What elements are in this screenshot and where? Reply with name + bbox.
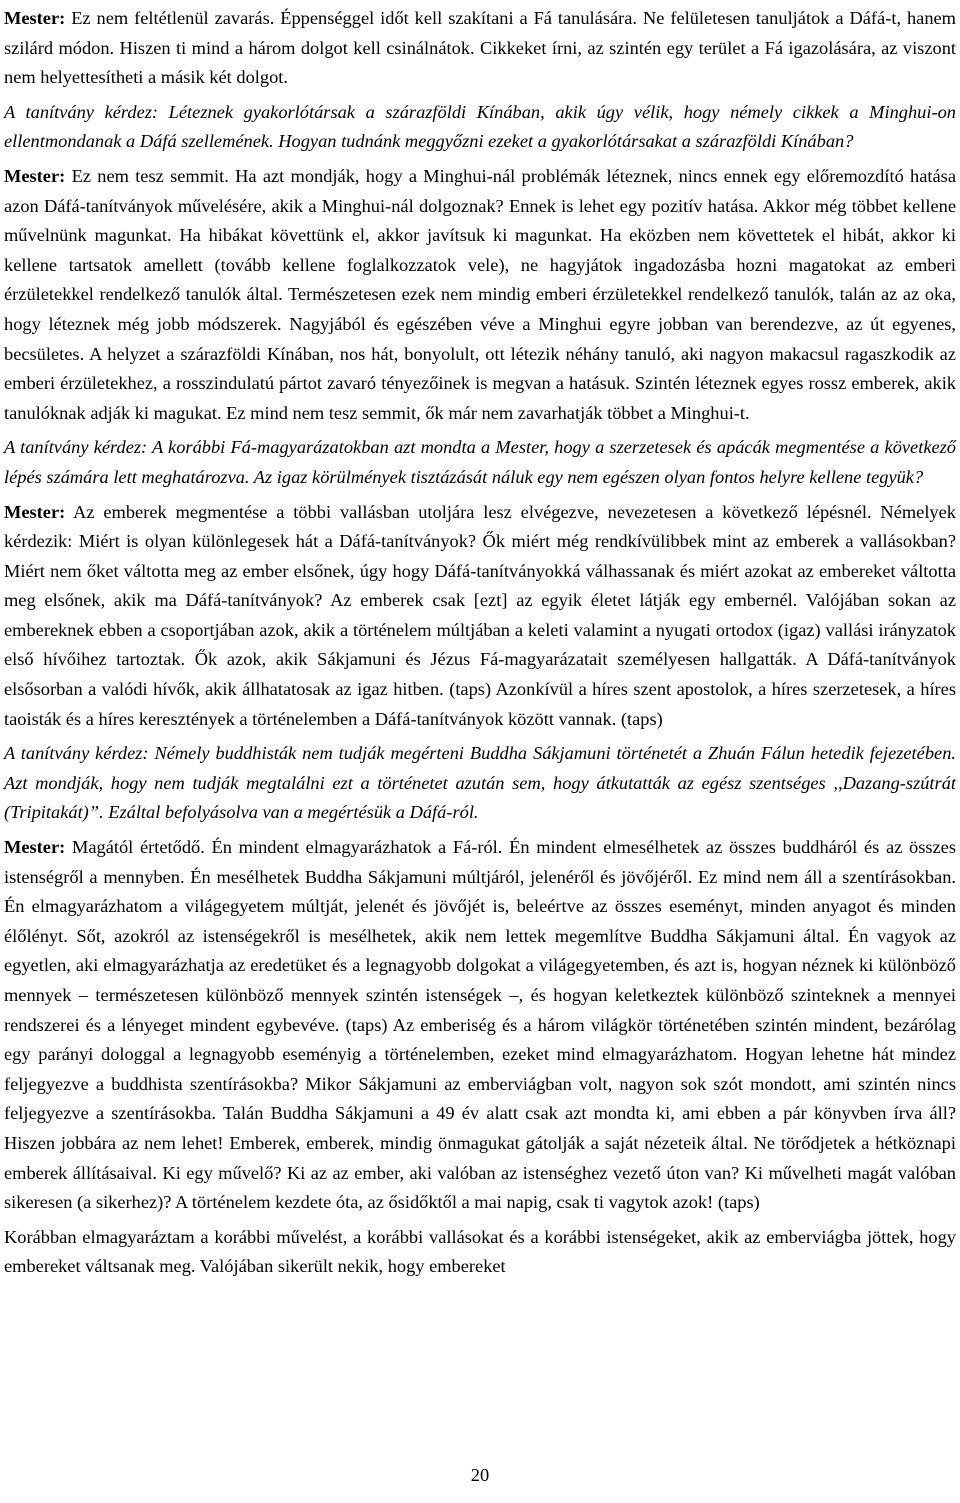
speaker-label: Mester: <box>4 501 66 522</box>
answer-text: Az emberek megmentése a többi vallásban utoljára lesz elvégezve, nevezetesen a következő lépésnél. Némelyek kérdezik: Miért is olyan különlegesek hát a Dáfá-tanítványok? Ők miért még rendkívülibbek mint az emberek a vallásokban? Miért nem őket váltotta meg az ember elsőnek, úgy hogy Dáfá-tanítványokká válhassanak és miért azokat az embereket váltotta meg elsőnek, akik ma Dáfá-tanítványok? Az emberek csak [ezt] az egyik életet látják egy embernél. Valójában sokan az embereknek ebben a csoportjában azok, akik a történelem múltjában a keleti valamint a nyugati ortodox (igaz) vallási irányzatok első hívőihez tartoztak. Ők azok, akik Sákjamuni és Jézus Fá-magyarázatait személyesen hallgatták. A Dáfá-tanítványok elsősorban a valódi hívők, akik állhatatosak az igaz hitben. (taps) Azonkívül a híres szent apostolok, a híres szerzetesek, a híres taoisták és a híres keresztények a történelemben a Dáfá-tanítványok között vannak. (taps) <box>4 501 956 729</box>
speaker-label: Mester: <box>4 837 66 858</box>
question-paragraph-2: A tanítvány kérdez: A korábbi Fá-magyarázatokban azt mondta a Mester, hogy a szerzetesek és apácák megmentése a következő lépés számára lett meghatározva. Az igaz körülmények tisztázását náluk egy nem egészen olyan fontos helyre kellene tegyük? <box>4 437 956 487</box>
speaker-label: Mester: <box>4 8 66 28</box>
question-paragraph-3: A tanítvány kérdez: Némely buddhisták nem tudják megérteni Buddha Sákjamuni történetét a Zhuán Fálun hetedik fejezetében. Azt mondják, hogy nem tudják megtalálni ezt a történetet azután sem, hogy átkutatták az egész szentséges ,,Dazang-szútrát (Tripitakát)”. Ezáltal befolyásolva van a megértésük a Dáfá-ról. <box>4 743 956 823</box>
answer-paragraph-3 <box>4 498 956 735</box>
question-paragraph-1: A tanítvány kérdez: Léteznek gyakorlótársak a szárazföldi Kínában, akik úgy vélik, hogy némely cikkek a Minghui-on ellentmondanak a Dáfá szellemének. Hogyan tudnánk meggyőzni ezeket a gyakorlótársakat a szárazföldi Kínában? <box>4 101 956 152</box>
answer-text: Ez nem tesz semmit. Ha azt mondják, hogy a Minghui-nál problémák léteznek, nincs ennek egy előremozdító hatása azon Dáfá-tanítványok művelésére, akik a Minghui-nál dolgoznak? Ennek is lehet egy pozitív hatása. Akkor még többet kellene művelnünk magunkat. Ha hibákat követtünk el, akkor javítsuk ki magunkat. Ha eközben nem követtetek el hibát, akkor ki kellene tartsatok amellett (tovább kellene foglalkozzatok vele), ne hagyjátok ingadozásba hozni magatokat az emberi érzületekkel rendelkező tanulók által. Természetesen ezek nem mindig emberi érzületekkel rendelkező tanulók, talán az az oka, hogy léteznek még jobb módszerek. Nagyjából és egészében véve a Minghui egyre jobban van berendezve, az út egyenes, becsületes. A helyzet a szárazföldi Kínában, nos hát, bonyolult, ott létezik néhány tanuló, aki nagyon makacsul ragaszkodik az emberi érzületekhez, a rosszindulatú pártot zavaró tényezőinek is megvan a hatásuk. Szintén léteznek egyes rossz emberek, akik tanulóknak adják ki magukat. Ez mind nem tesz semmit, ők már nem zavarhatják többet a Minghui-t. <box>4 165 956 423</box>
continuation-paragraph: Korábban elmagyaráztam a korábbi művelést, a korábbi vallásokat és a korábbi istenségeket, akik az emberviágba jöttek, hogy embereket váltsanak meg. Valójában sikerült nekik, hogy embereket <box>4 1226 956 1277</box>
page-number: 20 <box>470 1465 490 1485</box>
answer-paragraph-1 <box>4 4 956 93</box>
answer-paragraph-2 <box>4 162 956 428</box>
answer-text: Ez nem feltétlenül zavarás. Éppenséggel időt kell szakítani a Fá tanulására. Ne felületesen tanuljátok a Dáfá-t, hanem szilárd módon. Hiszen ti mind a három dolgot kell csinálnátok. Cikkeket írni, az szintén egy terület a Fá igazolására, az viszont nem helyettesítheti a másik két dolgot. <box>4 8 956 88</box>
speaker-label: Mester: <box>4 165 66 186</box>
answer-paragraph-4 <box>4 833 956 1218</box>
answer-text: Magától értetődő. Én mindent elmagyarázhatok a Fá-ról. Én mindent elmesélhetek az összes buddháról és az összes istenségről a mennyben. Én mesélhetek Buddha Sákjamuni múltjáról, jelenéről és jövőjéről. Ez mind nem áll a szentírásokban. Én elmagyarázhatom a világegyetem múltját, jelenét és jövőjét is, beleértve az összes eseményt, minden anyagot és minden élőlényt. Sőt, azokról az istenségekről is mesélhetek, akik nem lettek megemlítve Buddha Sákjamuni által. Én vagyok az egyetlen, aki elmagyarázhatja az eredetüket és a legnagyobb dolgokat a világegyetemben, és azt is, hogyan néznek ki különböző mennyek – természetesen különböző mennyek szintén istenségek –, és hogyan keletkeztek különböző szinteknek a mennyei rendszerei és a lényeget mindent egybevéve. (taps) Az emberiség és a három világkör történetében szintén mindent, bezárólag egy parányi dologgal a legnagyobb eseményig a történelemben, ezeket mind elmagyarázhatom. Hogyan lehetne hát mindez feljegyezve a buddhista szentírásokba? Mikor Sákjamuni az emberviágban volt, nagyon sok szót mondott, ami szintén nincs feljegyezve a szentírásokba. Talán Buddha Sákjamuni a 49 év alatt csak azt mondta ki, ami ebben a pár könyvben írva áll? Hiszen jobbára az nem lehet! Emberek, emberek, mindig önmagukat gátolják a saját nézeteik által. Ne törődjetek a hétköznapi emberek állításaival. Ki egy művelő? Ki az az ember, aki valóban az istenséghez vezető úton van? Ki művelheti magát valóban sikeresen (a sikerhez)? A történelem kezdete óta, az ősidőktől a mai napig, csak ti vagytok azok! (taps) <box>4 837 956 1213</box>
